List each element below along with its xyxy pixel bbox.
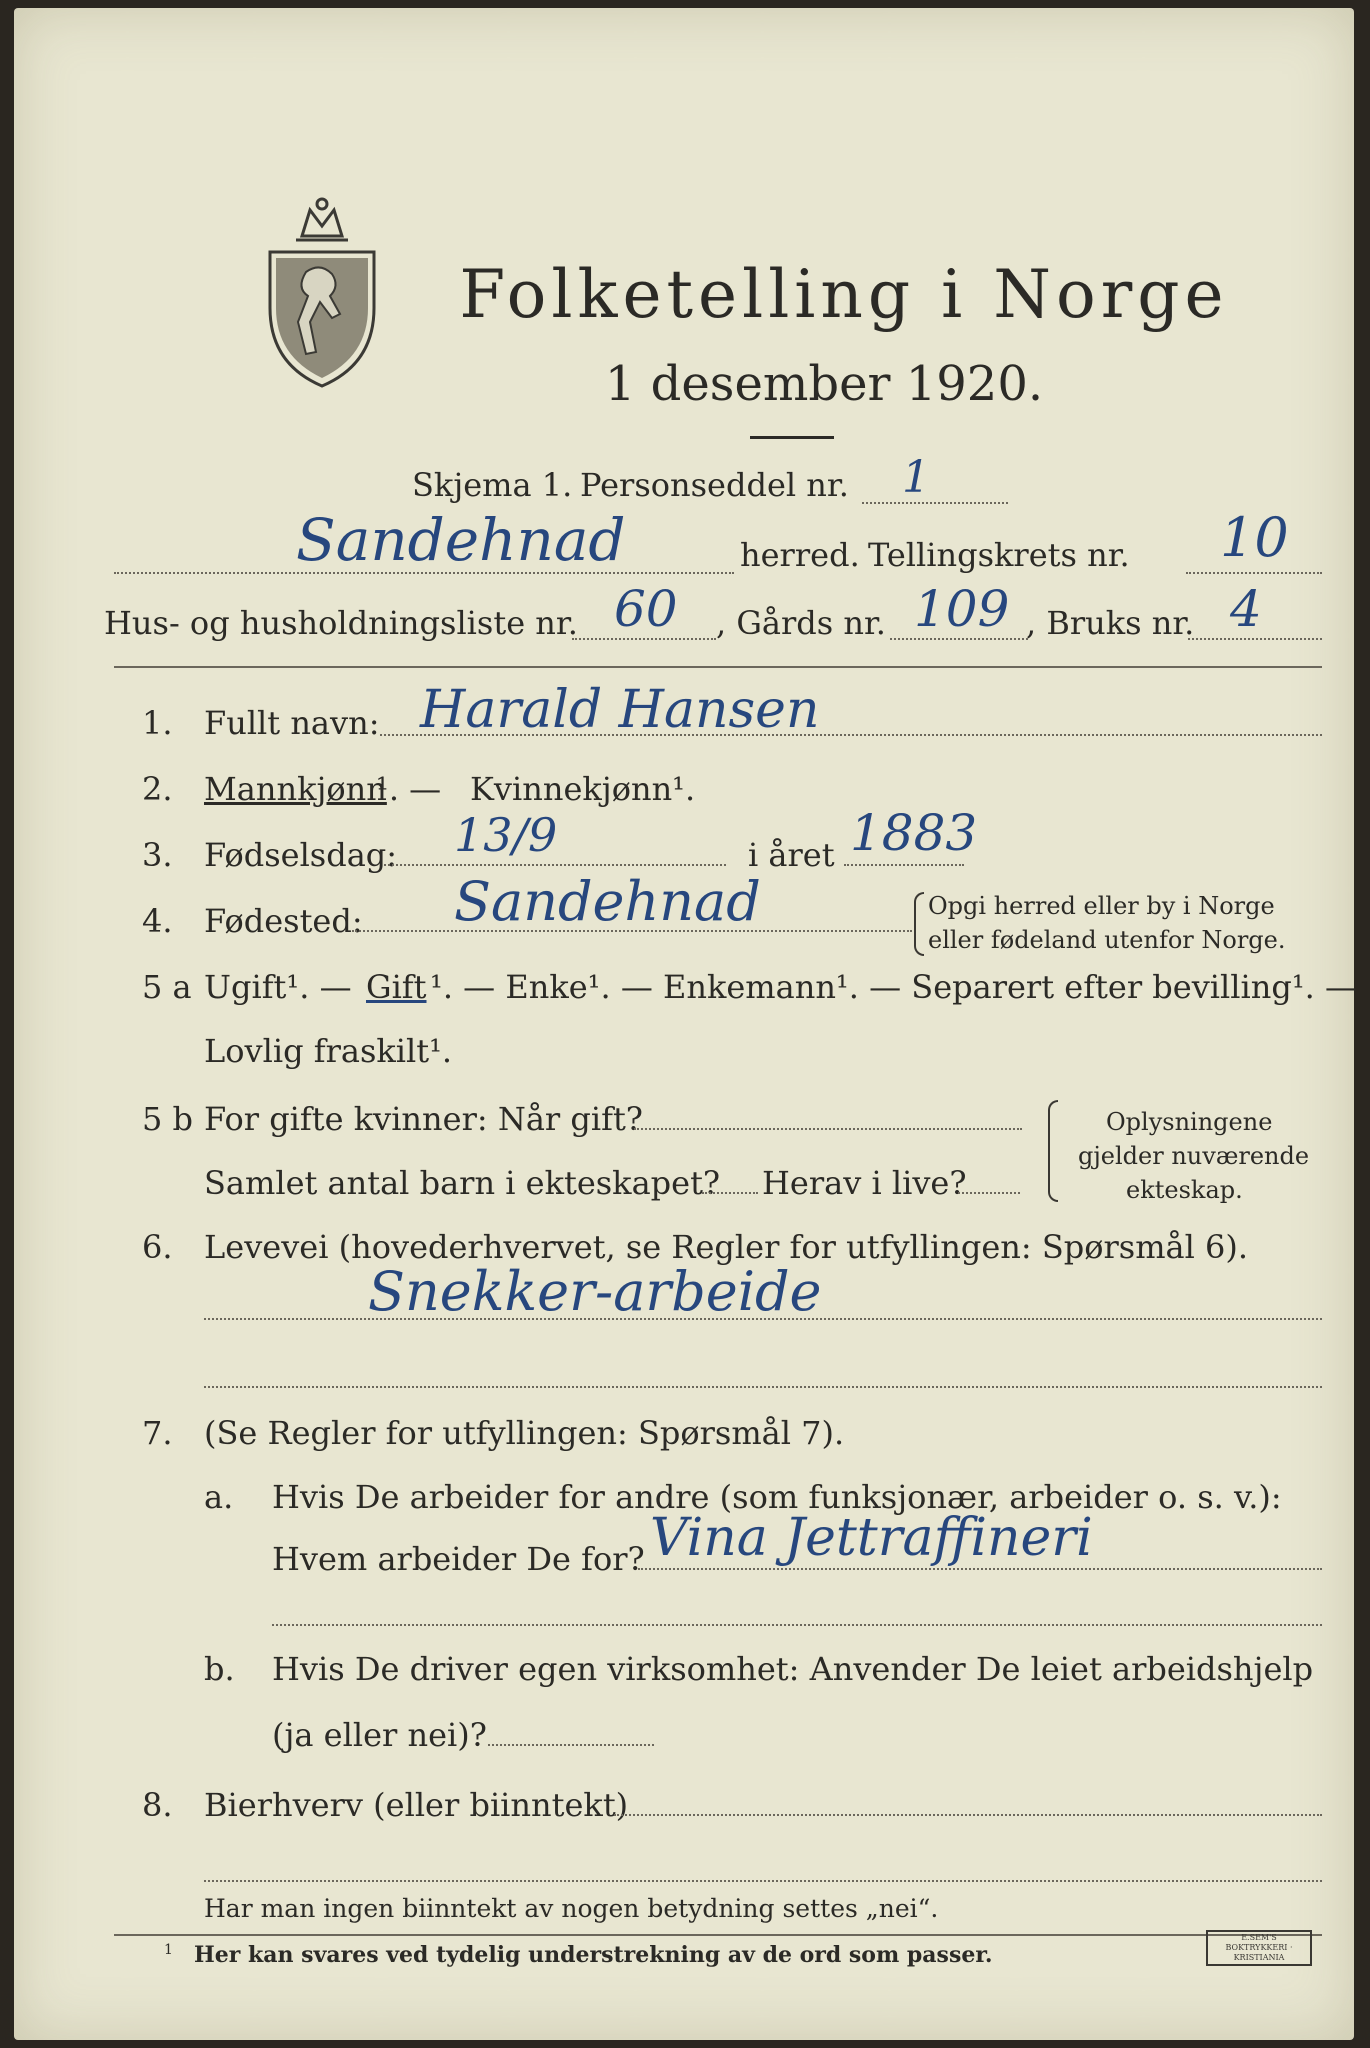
q5b-married-when-label: For gifte kvinner: Når gift?	[204, 1100, 643, 1138]
husholdningsliste-label: Hus- og husholdningsliste nr.	[104, 604, 578, 642]
q5a-divorced-option[interactable]: Lovlig fraskilt¹.	[204, 1032, 453, 1070]
q4-birthplace[interactable]: Sandehnad	[454, 870, 761, 933]
census-date: 1 desember 1920.	[604, 356, 1044, 412]
personseddel-line	[862, 502, 1008, 504]
gards-label: , Gårds nr.	[716, 604, 886, 642]
census-form-sheet	[14, 8, 1357, 2040]
q6-number: 6.	[142, 1228, 173, 1266]
q2-male-option[interactable]: Mannkjønn	[204, 770, 387, 808]
q3-birth-year[interactable]: 1883	[850, 804, 978, 862]
q5a-unmarried-option[interactable]: Ugift¹. —	[204, 968, 352, 1006]
q5b-married-when-line	[634, 1128, 1022, 1130]
gards-line	[890, 638, 1028, 640]
bruks-label: , Bruks nr.	[1026, 604, 1195, 642]
header-rule	[114, 666, 1322, 668]
printer-stamp: E.SEM'S BOKTRYKKERI · KRISTIANIA	[1206, 1930, 1312, 1966]
q2-female-option[interactable]: Kvinnekjønn¹.	[470, 770, 696, 808]
q1-full-name[interactable]: Harald Hansen	[420, 680, 820, 740]
herred-label: herred.	[740, 536, 860, 574]
bruks-line	[1188, 638, 1322, 640]
q5b-alive-line	[958, 1192, 1020, 1194]
q5a-other-options[interactable]: ¹. — Enke¹. — Enkemann¹. — Separert efter bevilling¹. —	[430, 968, 1357, 1006]
q7-label: (Se Regler for utfyllingen: Spørsmål 7).	[204, 1414, 845, 1452]
tellingskrets-value[interactable]: 10	[1220, 506, 1289, 569]
q3-number: 3.	[142, 836, 173, 874]
personseddel-label: Personseddel nr.	[580, 466, 849, 504]
q7b-line-2: (ja eller nei)?	[272, 1716, 487, 1754]
personseddel-value[interactable]: 1	[902, 452, 930, 503]
q2-separator: ¹. —	[376, 770, 442, 808]
q5b-note-line-1: Oplysningene	[1106, 1108, 1273, 1136]
q5b-children-line	[702, 1192, 758, 1194]
q7b-line-1: Hvis De driver egen virksomhet: Anvender De leiet arbeidshjelp	[272, 1650, 1314, 1688]
q5b-note-line-2: gjelder nuværende	[1078, 1142, 1310, 1170]
tellingskrets-label: Tellingskrets nr.	[868, 536, 1130, 574]
q7b-letter: b.	[204, 1650, 235, 1688]
q6-line-2	[204, 1386, 1322, 1388]
tellingskrets-line	[1186, 572, 1322, 574]
q4-number: 4.	[142, 902, 173, 940]
husholdningsliste-line	[572, 638, 716, 640]
q3-label: Fødselsdag:	[204, 836, 398, 874]
footnote-mark: 1	[164, 1942, 173, 1958]
herred-value[interactable]: Sandehnad	[296, 506, 626, 574]
q8-note: Har man ingen biinntekt av nogen betydning settes „nei“.	[204, 1894, 939, 1923]
q8-line-1	[614, 1814, 1322, 1816]
skjema-label: Skjema 1.	[412, 466, 573, 504]
q3-year-line	[844, 864, 964, 866]
q1-number: 1.	[142, 704, 173, 742]
q1-label: Fullt navn:	[204, 704, 380, 742]
bruks-value[interactable]: 4	[1230, 580, 1262, 638]
q4-bracket	[914, 892, 924, 956]
q4-label: Fødested:	[204, 902, 363, 940]
q7-number: 7.	[142, 1414, 173, 1452]
q6-label: Levevei (hovederhvervet, se Regler for utfyllingen: Spørsmål 6).	[204, 1228, 1249, 1266]
form-title: Folketelling i Norge	[459, 256, 1229, 333]
q8-label: Bierhverv (eller biinntekt)	[204, 1786, 629, 1824]
q7b-answer-line	[488, 1744, 654, 1746]
q7a-line-1: Hvis De arbeider for andre (som funksjonær, arbeider o. s. v.):	[272, 1478, 1282, 1516]
q7a-employer-line	[638, 1568, 1322, 1570]
q5b-note-line-3: ekteskap.	[1126, 1176, 1243, 1204]
q5a-married-option[interactable]: Gift	[366, 968, 427, 1006]
q5b-bracket	[1048, 1100, 1058, 1202]
q5b-alive-label: Herav i live?	[762, 1164, 967, 1202]
q5b-children-label: Samlet antal barn i ekteskapet?	[204, 1164, 721, 1202]
q7a-employer-label: Hvem arbeider De for?	[272, 1540, 645, 1578]
footnote-text: Her kan svares ved tydelig understrekning av de ord som passer.	[194, 1942, 993, 1968]
q3-year-label: i året	[748, 836, 835, 874]
title-divider	[750, 436, 834, 439]
q7a-letter: a.	[204, 1478, 234, 1516]
q8-line-2	[204, 1880, 1322, 1882]
q6-occupation[interactable]: Snekker-arbeide	[368, 1260, 822, 1323]
q5b-number: 5 b	[142, 1100, 194, 1138]
gards-value[interactable]: 109	[914, 580, 1010, 638]
q5a-number: 5 a	[142, 968, 192, 1006]
q7a-employer[interactable]: Vina Jettraffineri	[650, 1508, 1093, 1568]
q2-number: 2.	[142, 770, 173, 808]
q4-note-line-1: Opgi herred eller by i Norge	[928, 892, 1275, 920]
q8-number: 8.	[142, 1786, 173, 1824]
q4-note-line-2: eller fødeland utenfor Norge.	[928, 926, 1286, 954]
husholdningsliste-value[interactable]: 60	[614, 580, 678, 638]
q7a-extra-line	[272, 1624, 1322, 1626]
q3-birthday[interactable]: 13/9	[454, 808, 558, 862]
footer-rule	[114, 1934, 1322, 1936]
q3-line	[384, 864, 726, 866]
